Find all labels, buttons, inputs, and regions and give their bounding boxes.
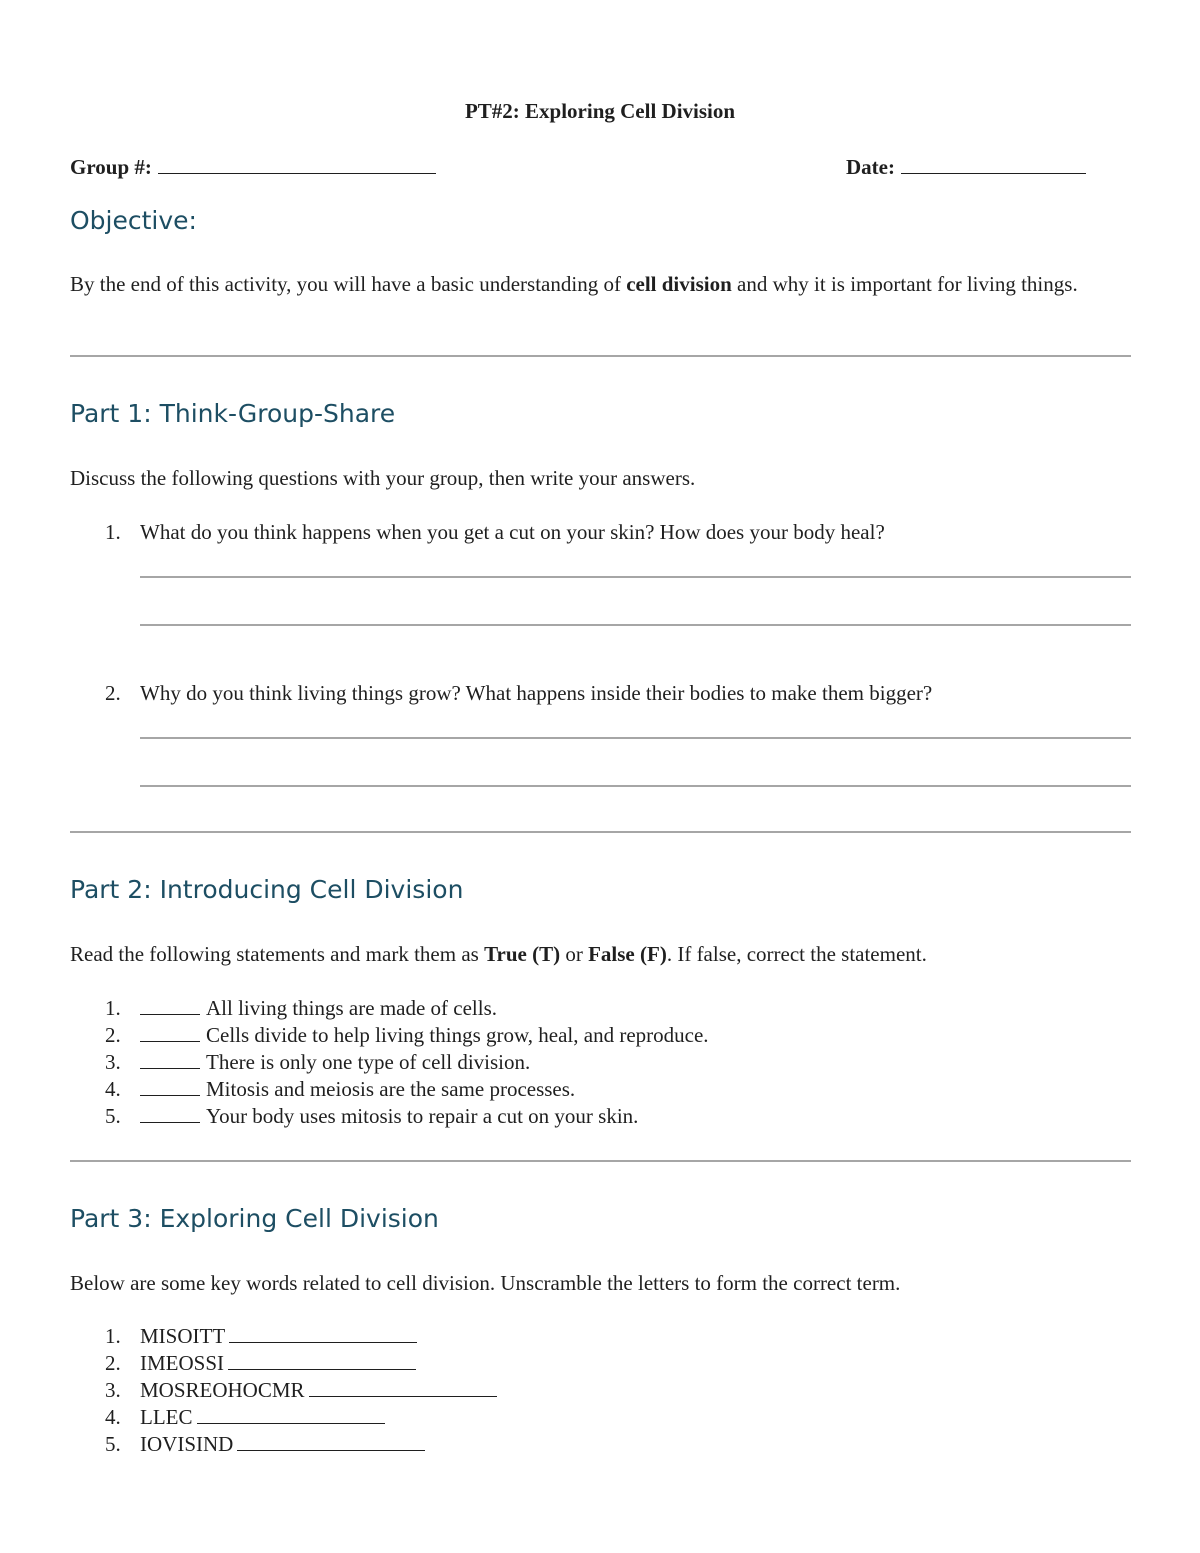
statement-text: Your body uses mitosis to repair a cut on your skin.: [206, 1104, 639, 1128]
statement-text: There is only one type of cell division.: [206, 1050, 531, 1074]
statement-item: [105, 1049, 709, 1076]
scrambled-word: MISOITT: [140, 1324, 226, 1348]
statement-item: [105, 1076, 709, 1103]
objective-text-bold: cell division: [626, 272, 732, 296]
question-item: [105, 520, 885, 545]
question-item: [105, 681, 932, 706]
question-number: 2.: [105, 681, 121, 705]
date-field: [846, 153, 1086, 180]
tf-blank[interactable]: [140, 1023, 200, 1042]
answer-blank[interactable]: [197, 1405, 385, 1424]
part2-intro-or: or: [560, 942, 589, 966]
date-label: Date:: [846, 155, 895, 179]
answer-blank[interactable]: [228, 1351, 416, 1370]
true-label: True (T): [484, 942, 561, 966]
statement-number: 3.: [105, 1050, 121, 1074]
tf-blank[interactable]: [140, 996, 200, 1015]
scramble-number: 5.: [105, 1432, 121, 1456]
tf-blank[interactable]: [140, 1077, 200, 1096]
answer-line[interactable]: [140, 785, 1131, 787]
group-blank[interactable]: [158, 153, 436, 174]
part2-intro-a: Read the following statements and mark them as: [70, 942, 485, 966]
answer-line[interactable]: [140, 576, 1131, 578]
answer-blank[interactable]: [229, 1324, 417, 1343]
scramble-list: [105, 1323, 497, 1458]
statement-number: 2.: [105, 1023, 121, 1047]
false-label: False (F): [588, 942, 667, 966]
scrambled-word: IMEOSSI: [140, 1351, 225, 1375]
statement-text: Mitosis and meiosis are the same processes.: [206, 1077, 576, 1101]
answer-line[interactable]: [140, 624, 1131, 626]
statement-item: [105, 1022, 709, 1049]
section-divider: [70, 1160, 1131, 1162]
statement-text: Cells divide to help living things grow, heal, and reproduce.: [206, 1023, 709, 1047]
statement-number: 5.: [105, 1104, 121, 1128]
question-text: Why do you think living things grow? What happens inside their bodies to make them bigger?: [140, 681, 933, 705]
part2-heading: Part 2: Introducing Cell Division: [70, 875, 464, 904]
group-label: Group #:: [70, 155, 152, 179]
scrambled-word: IOVISIND: [140, 1432, 234, 1456]
scrambled-word: MOSREOHOCMR: [140, 1378, 305, 1402]
part1-heading: Part 1: Think-Group-Share: [70, 399, 396, 428]
objective-text: [70, 270, 1140, 299]
statement-item: [105, 1103, 709, 1130]
statement-list: [105, 995, 709, 1130]
statement-number: 4.: [105, 1077, 121, 1101]
scramble-item: [105, 1323, 497, 1350]
objective-text-a: By the end of this activity, you will have a basic understanding of: [70, 272, 627, 296]
scrambled-word: LLEC: [140, 1405, 193, 1429]
objective-heading: Objective:: [70, 206, 197, 235]
objective-text-b: and why it is important for living things.: [731, 272, 1078, 296]
statement-text: All living things are made of cells.: [206, 996, 498, 1020]
question-text: What do you think happens when you get a cut on your skin? How does your body heal?: [140, 520, 885, 544]
statement-number: 1.: [105, 996, 121, 1020]
part2-intro: [70, 940, 1140, 969]
scramble-number: 4.: [105, 1405, 121, 1429]
section-divider: [70, 355, 1131, 357]
part3-intro: Below are some key words related to cell division. Unscramble the letters to form the correct term.: [70, 1271, 901, 1295]
page-title: PT#2: Exploring Cell Division: [464, 99, 736, 123]
part3-heading: Part 3: Exploring Cell Division: [70, 1204, 439, 1233]
tf-blank[interactable]: [140, 1050, 200, 1069]
statement-item: [105, 995, 709, 1022]
question-number: 1.: [105, 520, 121, 544]
answer-line[interactable]: [140, 737, 1131, 739]
scramble-number: 3.: [105, 1378, 121, 1402]
scramble-number: 1.: [105, 1324, 121, 1348]
date-blank[interactable]: [901, 153, 1086, 174]
scramble-item: [105, 1377, 497, 1404]
group-field: [70, 153, 436, 180]
scramble-item: [105, 1404, 497, 1431]
answer-blank[interactable]: [309, 1378, 497, 1397]
scramble-item: [105, 1350, 497, 1377]
scramble-item: [105, 1431, 497, 1458]
scramble-number: 2.: [105, 1351, 121, 1375]
answer-blank[interactable]: [237, 1432, 425, 1451]
part2-intro-b: . If false, correct the statement.: [666, 942, 927, 966]
tf-blank[interactable]: [140, 1104, 200, 1123]
section-divider: [70, 831, 1131, 833]
part1-intro: Discuss the following questions with your group, then write your answers.: [70, 466, 696, 490]
